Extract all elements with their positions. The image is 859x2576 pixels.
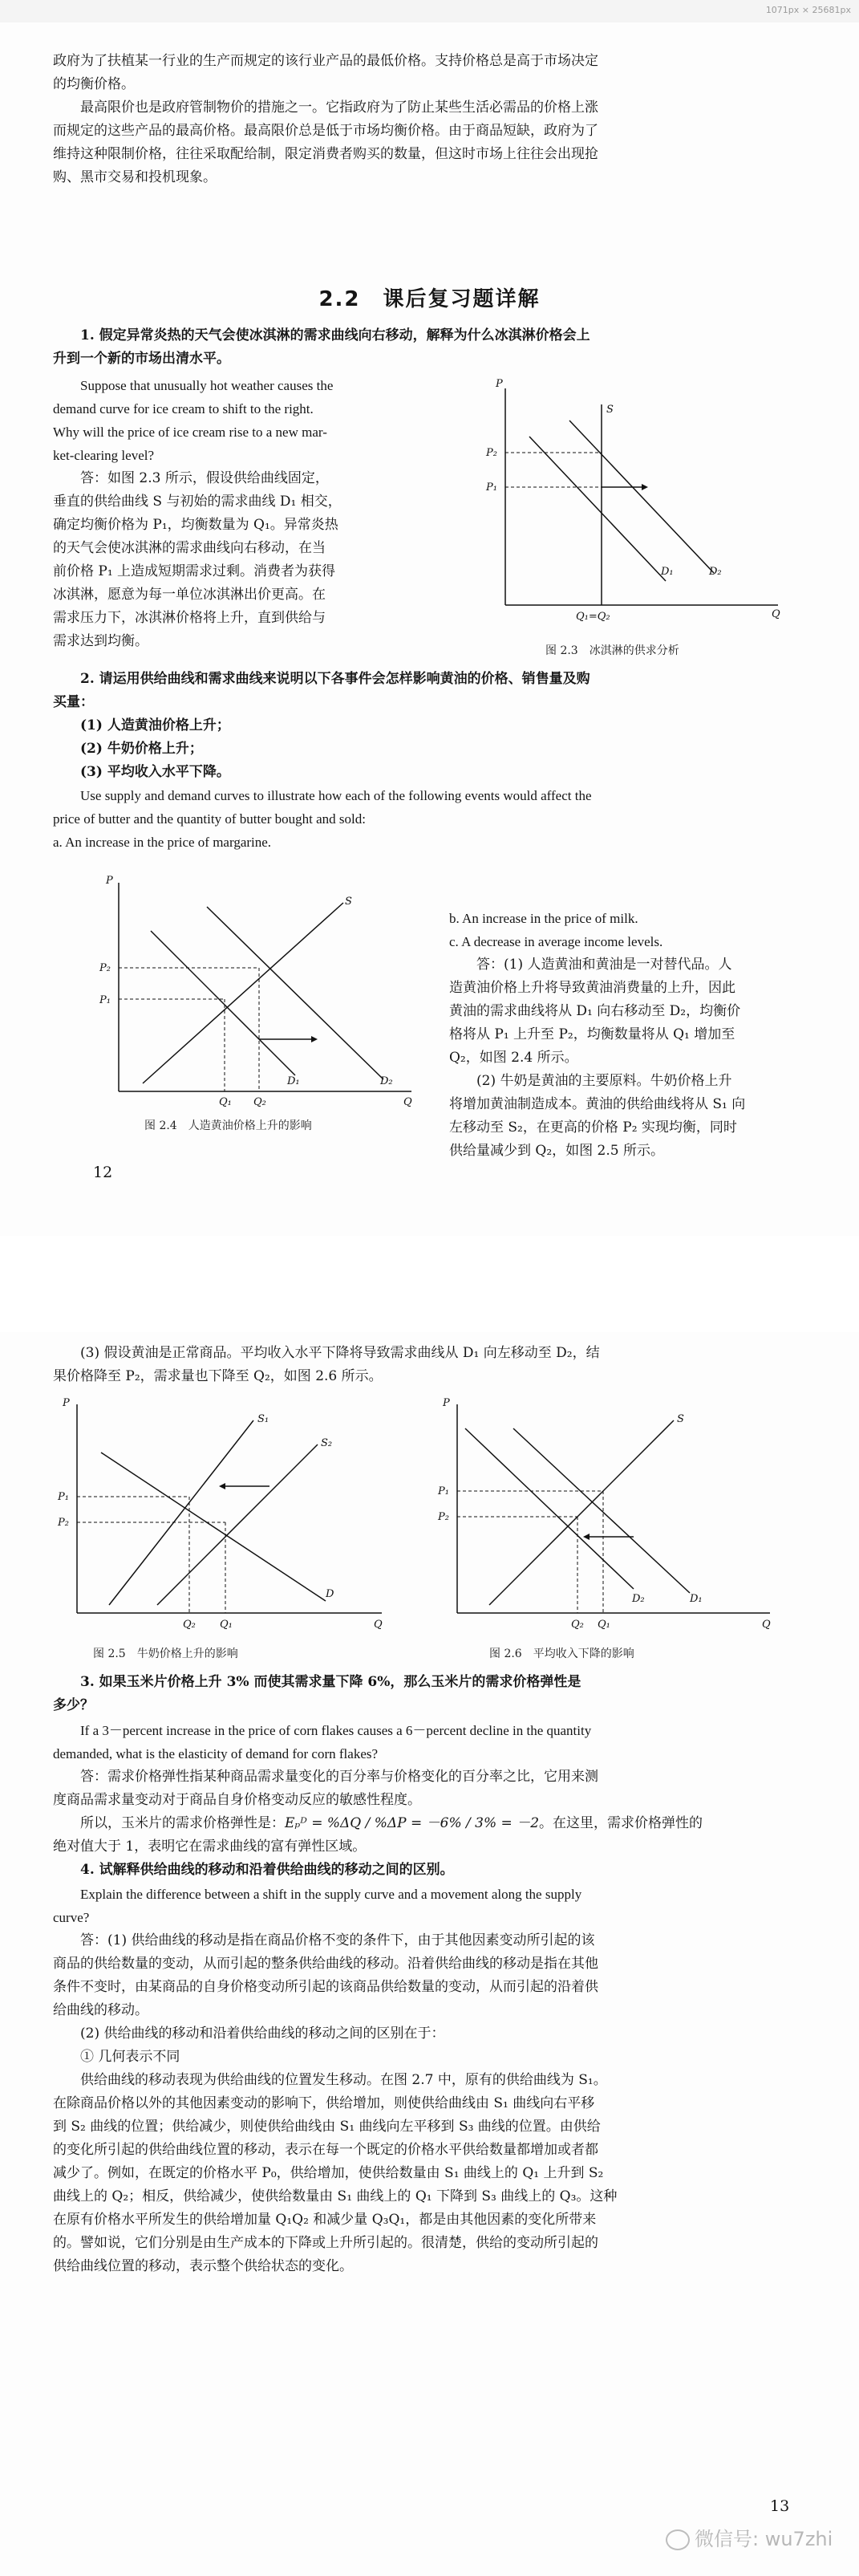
q4-answer-line: ① 几何表示不同 <box>80 2049 180 2065</box>
q1-answer-line: 的天气会使冰淇淋的需求曲线向右移动，在当 <box>53 540 326 556</box>
q3-answer-line: 绝对值大于 1，表明它在需求曲线的富有弹性区域。 <box>53 1839 367 1855</box>
p2-label: P₂ <box>99 962 111 974</box>
q3-en-line: If a 3－percent increase in the price of corn flakes causes a 6－percent decline in the quantity <box>80 1723 592 1738</box>
arrow-head <box>311 1036 318 1042</box>
arrow-head <box>642 484 648 490</box>
p1-label: P₁ <box>438 1485 449 1497</box>
d1-label: D₁ <box>287 1075 300 1087</box>
q1-en-line: Why will the price of ice cream rise to a new mar- <box>53 425 327 440</box>
d1-label: D₁ <box>690 1593 703 1605</box>
q2-label: Q₂ <box>183 1619 196 1631</box>
intro-line: 维持这种限制价格，往往采取配给制，限定消费者购买的数量，但这时市场上往往会出现抢 <box>53 146 598 162</box>
q4-answer-line: 曲线上的 Q₂；相反，供给减少，使供给数量由 S₁ 曲线上的 Q₁ 下降到 S₃ 曲线上的 Q₃。这种 <box>53 2188 618 2204</box>
q2-en <box>53 784 823 854</box>
q1-en-line: demand curve for ice cream to shift to the right. <box>53 401 314 416</box>
p1-label: P₁ <box>99 994 111 1006</box>
axis-label-p: P <box>106 875 113 887</box>
supply-curve-s <box>143 903 343 1083</box>
q2-en-line: price of butter and the quantity of butter bought and sold: <box>53 811 366 827</box>
q2-en-line: a. An increase in the price of margarine. <box>53 835 272 850</box>
axis-label-p: P <box>443 1397 450 1409</box>
q2-answer-line: 造黄油价格上升将导致黄油消费量的上升，因此 <box>449 980 735 996</box>
q2-label: Q₂ <box>253 1096 266 1108</box>
q4-body <box>53 1883 823 2278</box>
q2-answer <box>449 907 826 1163</box>
d2-label: D₂ <box>632 1593 645 1605</box>
q1-title <box>53 324 823 371</box>
q1-answer-line: 垂直的供给曲线 S 与初始的需求曲线 D₁ 相交， <box>53 494 342 510</box>
q4-answer-line: 的变化所引起的供给曲线位置的移动，表示在每一个既定的价格水平供给数量都增加或者都 <box>53 2142 598 2158</box>
q2-answer-line: 将增加黄油制造成本。黄油的供给曲线将从 S₁ 向 <box>449 1096 746 1112</box>
axis-label-q: Q <box>762 1619 771 1631</box>
p2-label: P₂ <box>58 1517 69 1529</box>
q2-answer-line: 左移动至 S₂，在更高的价格 P₂ 实现均衡，同时 <box>449 1119 737 1136</box>
arrow-head <box>219 1483 225 1489</box>
q1-label: Q₁ <box>220 1619 233 1631</box>
q4-en-line: Explain the difference between a shift in the supply curve and a movement along the supply <box>80 1887 582 1902</box>
intro-line: 政府为了扶植某一行业的生产而规定的该行业产品的最低价格。支持价格总是高于市场决定 <box>53 53 598 69</box>
figure-2-6 <box>433 1396 786 1637</box>
q2-3-text <box>53 1342 823 1388</box>
q1-answer-line: 冰淇淋，愿意为每一单位冰淇淋出价更高。在 <box>53 587 326 603</box>
demand-curve-d <box>101 1453 326 1601</box>
q2-title <box>53 668 823 784</box>
q4-title-line: 4. 试解释供给曲线的移动和沿着供给曲线的移动之间的区别。 <box>80 1862 454 1878</box>
q3-en-line: demanded, what is the elasticity of demand for corn flakes? <box>53 1746 379 1761</box>
q2-title-line: 2. 请运用供给曲线和需求曲线来说明以下各事件会怎样影响黄油的价格、销售量及购 <box>80 671 590 687</box>
supply-curve-s <box>489 1420 674 1605</box>
q3-answer-line: 度商品需求量变动对于商品自身价格变动反应的敏感性程度。 <box>53 1792 421 1808</box>
p2-label: P₂ <box>438 1511 449 1523</box>
q4-answer-line: (2) 供给曲线的移动和沿着供给曲线的移动之间的区别在于： <box>80 2025 445 2042</box>
q1-answer-line: 需求达到均衡。 <box>53 633 148 649</box>
q2-3-line: 果价格降至 P₂，需求量也下降至 Q₂，如图 2.6 所示。 <box>53 1368 383 1384</box>
q4-answer-line: 在原有价格水平所发生的供给增加量 Q₁Q₂ 和减少量 Q₃Q₁，都是由其他因素的变化所带来 <box>53 2212 597 2228</box>
q2-answer-line: 黄油的需求曲线将从 D₁ 向右移动至 D₂，均衡价 <box>449 1003 741 1019</box>
q4-answer-line: 供给曲线的移动表现为供给曲线的位置发生移动。在图 2.7 中，原有的供给曲线为 S₁。 <box>80 2072 607 2088</box>
q2-answer-line: Q₂，如图 2.4 所示。 <box>449 1050 578 1066</box>
q1-answer-line: 前价格 P₁ 上造成短期需求过剩。消费者为获得 <box>53 563 336 579</box>
axis-label-q: Q <box>403 1096 412 1108</box>
figure-2-5-caption: 图 2.5 牛奶价格上升的影响 <box>93 1648 238 1660</box>
figure-2-4-caption: 图 2.4 人造黄油价格上升的影响 <box>144 1119 312 1132</box>
d2-label: D₂ <box>380 1075 393 1087</box>
q2-3-line: (3) 假设黄油是正常商品。平均收入水平下降将导致需求曲线从 D₁ 向左移动至 D₂，结 <box>80 1345 600 1361</box>
q-label: Q₁=Q₂ <box>576 611 610 623</box>
p2-label: P₂ <box>486 447 497 459</box>
arrow-head <box>583 1534 590 1540</box>
d-label: D <box>326 1588 334 1600</box>
supply-label: S <box>606 404 614 416</box>
q2-answer-line: 格将从 P₁ 上升至 P₂，均衡数量将从 Q₁ 增加至 <box>449 1026 735 1042</box>
d1-label: D₁ <box>661 566 674 578</box>
q4-answer-line: 条件不变时，由某商品的自身价格变动所引起的该商品供给数量的变动，从而引起的沿着供 <box>53 1979 598 1995</box>
q2-en-line: c. A decrease in average income levels. <box>449 934 663 949</box>
page-number: 13 <box>770 2497 790 2515</box>
q1-answer-line: 需求压力下，冰淇淋价格将上升，直到供给与 <box>53 610 326 626</box>
figure-2-4 <box>95 871 415 1111</box>
q4-title <box>53 1859 823 1882</box>
watermark <box>666 2523 833 2551</box>
page-gap <box>0 1236 859 1332</box>
axis-label-q: Q <box>374 1619 383 1631</box>
q1-answer-line: 确定均衡价格为 P₁，均衡数量为 Q₁。异常炎热 <box>53 517 338 533</box>
q2-answer-line: 答：(1) 人造黄油和黄油是一对替代品。人 <box>476 957 732 973</box>
q4-en-line: curve? <box>53 1910 90 1925</box>
axis-label-q: Q <box>772 608 780 620</box>
demand-curve-d1 <box>529 437 666 581</box>
q1-body <box>53 374 470 653</box>
axis-label-p: P <box>63 1397 70 1409</box>
section-title: 2.2 课后复习题详解 <box>318 287 541 311</box>
q2-en-line: b. An increase in the price of milk. <box>449 911 638 926</box>
page-number: 12 <box>93 1164 113 1181</box>
intro-line: 最高限价也是政府管制物价的措施之一。它指政府为了防止某些生活必需品的价格上涨 <box>80 100 598 116</box>
q1-title-line: 升到一个新的市场出清水平。 <box>53 351 230 367</box>
q2-item: (2) 牛奶价格上升； <box>80 741 203 757</box>
demand-curve-d2 <box>569 421 714 573</box>
p1-label: P₁ <box>486 481 497 494</box>
p1-label: P₁ <box>58 1491 69 1503</box>
figure-2-3 <box>481 372 786 629</box>
q2-label: Q₂ <box>571 1619 584 1631</box>
q2-item: (1) 人造黄油价格上升； <box>80 717 230 733</box>
q3-title-line: 3. 如果玉米片价格上升 3% 而使其需求量下降 6%，那么玉米片的需求价格弹性是 <box>80 1674 581 1690</box>
q1-en-line: ket-clearing level? <box>53 448 155 463</box>
q1-answer-line: 答：如图 2.3 所示，假设供给曲线固定， <box>80 470 329 486</box>
q2-answer-line: 供给量减少到 Q₂，如图 2.5 所示。 <box>449 1143 664 1159</box>
supply-curve-s2 <box>157 1444 318 1605</box>
q1-en-line: Suppose that unusually hot weather causes the <box>80 378 334 393</box>
axis-label-p: P <box>496 378 503 390</box>
supply-curve-s1 <box>109 1420 253 1605</box>
q3-formula-line <box>53 1812 823 1835</box>
q3-title-line: 多少？ <box>53 1697 94 1713</box>
wechat-icon <box>666 2529 690 2550</box>
demand-curve-d1 <box>151 931 295 1075</box>
q4-answer-line: 给曲线的移动。 <box>53 2002 148 2018</box>
q3-title <box>53 1671 823 1717</box>
q2-item: (3) 平均收入水平下降。 <box>80 764 230 780</box>
q4-answer-line: 到 S₂ 曲线的位置；供给减少，则使供给曲线由 S₁ 曲线向左平移到 S₃ 曲线的位置。由供给 <box>53 2119 601 2135</box>
q3-formula-tail: 。在这里，需求价格弹性的 <box>539 1815 703 1831</box>
q4-answer-line: 答：(1) 供给曲线的移动是指在商品价格不变的条件下，由于其他因素变动所引起的该 <box>80 1932 595 1948</box>
elasticity-formula: Eₚᴰ = %ΔQ / %ΔP = －6% / 3% = －2 <box>285 1815 540 1831</box>
image-dimensions: 1071px × 25681px <box>765 5 851 15</box>
q4-answer-line: 的。譬如说，它们分别是由生产成本的下降或上升所引起的。很清楚，供给的变动所引起的 <box>53 2235 598 2251</box>
q3-body <box>53 1719 823 1859</box>
supply-label: S <box>345 896 352 908</box>
intro-line: 而规定的这些产品的最高价格。最高限价总是低于市场均衡价格。由于商品短缺，政府为了 <box>53 123 598 139</box>
intro-line: 的均衡价格。 <box>53 76 135 92</box>
figure-2-3-caption: 图 2.3 冰淇淋的供求分析 <box>545 644 679 657</box>
s2-label: S₂ <box>321 1437 333 1449</box>
d2-label: D₂ <box>709 566 722 578</box>
watermark-text: 微信号: wu7zhi <box>695 2528 833 2550</box>
demand-curve-d2 <box>207 907 383 1079</box>
demand-curve-d2 <box>465 1428 634 1589</box>
intro-text <box>53 50 811 189</box>
demand-curve-d1 <box>513 1428 690 1593</box>
figure-2-5 <box>53 1396 390 1637</box>
q1-label: Q₁ <box>598 1619 610 1631</box>
viewer-bar <box>0 0 859 22</box>
q1-label: Q₁ <box>219 1096 232 1108</box>
s1-label: S₁ <box>257 1413 269 1425</box>
q2-en-line: Use supply and demand curves to illustrate how each of the following events would affect the <box>80 788 592 803</box>
q4-answer-line: 商品的供给数量的变动，从而引起的整条供给曲线的移动。沿着供给曲线的移动是指在其他 <box>53 1956 598 1972</box>
q4-answer-line: 供给曲线位置的移动，表示整个供给状态的变化。 <box>53 2258 353 2274</box>
q2-answer-line: (2) 牛奶是黄油的主要原料。牛奶价格上升 <box>476 1073 732 1089</box>
figure-2-6-caption: 图 2.6 平均收入下降的影响 <box>489 1648 634 1660</box>
intro-line: 购、黑市交易和投机现象。 <box>53 169 217 185</box>
q1-title-line: 1. 假定异常炎热的天气会使冰淇淋的需求曲线向右移动，解释为什么冰淇淋价格会上 <box>80 327 590 343</box>
q4-answer-line: 减少了。例如，在既定的价格水平 P₀，供给增加，使供给数量由 S₁ 曲线上的 Q₁ 上升到 S₂ <box>53 2165 604 2181</box>
q3-formula-intro: 所以，玉米片的需求价格弹性是： <box>80 1815 285 1831</box>
q4-answer-line: 在除商品价格以外的其他因素变动的影响下，供给增加，则使供给曲线由 S₁ 曲线向右平移 <box>53 2095 595 2111</box>
q3-answer-line: 答：需求价格弹性指某种商品需求量变化的百分率与价格变化的百分率之比，它用来测 <box>80 1769 598 1785</box>
s-label: S <box>677 1413 684 1425</box>
q2-title-line: 买量： <box>53 694 94 710</box>
